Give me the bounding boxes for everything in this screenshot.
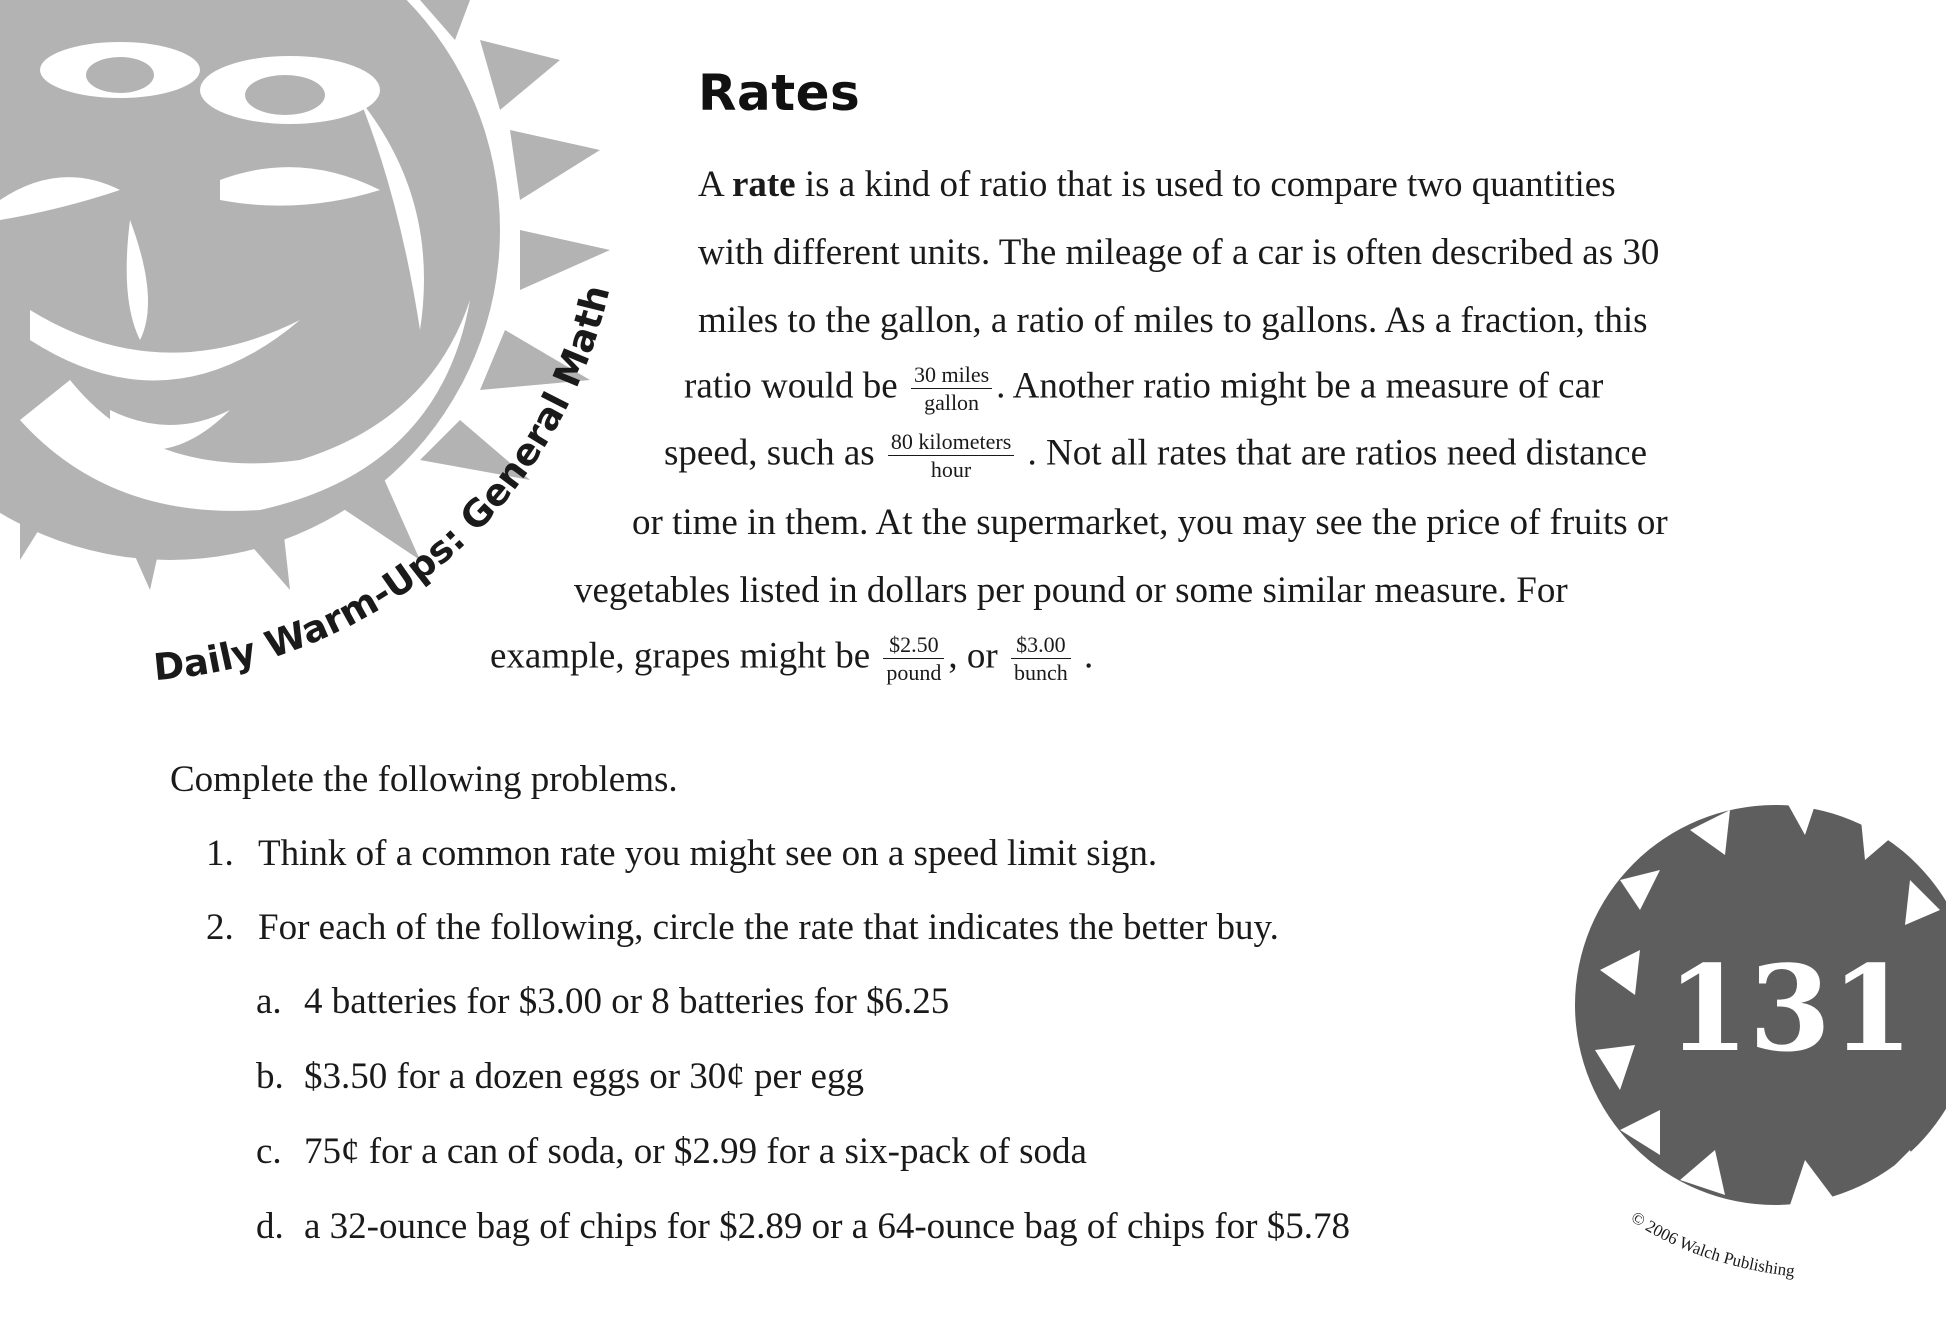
subproblem-text: 75¢ for a can of soda, or $2.99 for a six-pack of soda [304,1131,1087,1172]
page-number: 131 [1666,939,1914,1078]
problem-text: For each of the following, circle the rate that indicates the better buy. [258,907,1279,948]
intro-text: . Not all rates that are ratios need distance [1027,432,1648,474]
series-title: Daily Warm-Ups: General Math [151,280,619,690]
problem-number: 2. [206,907,234,948]
fraction-miles-per-gallon [911,362,992,416]
intro-text: ratio would be [684,365,898,407]
page-number-badge [1540,760,1946,1240]
svg-text:Daily Warm-Ups: General Math [152,281,619,689]
subproblem-text: 4 batteries for $3.00 or 8 batteries for $6.25 [304,981,950,1022]
fraction-numerator: 30 miles [911,362,992,389]
subproblem-letter: d. [256,1206,284,1247]
fraction-denominator: hour [930,457,972,483]
subproblem-text: $3.50 for a dozen eggs or 30¢ per egg [304,1056,864,1097]
fraction-numerator: 80 kilometers [888,429,1014,456]
intro-text: is a kind of ratio that is used to compare two quantities [795,164,1616,205]
intro-text: speed, such as [664,432,875,474]
fraction-denominator: pound [886,660,942,686]
page-title: Rates [698,64,861,122]
intro-text: , or [948,635,998,677]
problem-text: Think of a common rate you might see on a speed limit sign. [258,833,1158,874]
fraction-km-per-hour [888,429,1014,483]
problem-number: 1. [206,833,234,874]
subproblem-letter: b. [256,1056,284,1097]
fraction-price-per-bunch [1011,632,1071,686]
intro-line-2: with different units. The mileage of a car is often described as 30 [698,232,1660,273]
intro-line-3: miles to the gallon, a ratio of miles to gallons. As a fraction, this [698,300,1648,341]
subproblem-b [256,1055,864,1098]
intro-line-8 [490,632,1093,686]
instructions: Complete the following problems. [170,759,678,800]
term-rate: rate [731,164,796,205]
copyright: © 2006 Walch Publishing [1627,1207,1796,1281]
fraction-numerator: $3.00 [1011,632,1071,659]
subproblem-c [256,1130,1087,1173]
subproblem-letter: c. [256,1131,282,1172]
intro-line-1 [698,166,1616,203]
fraction-numerator: $2.50 [883,632,944,659]
intro-text: example, grapes might be [490,635,871,677]
intro-line-4 [684,362,1603,416]
fraction-denominator: bunch [1013,660,1068,686]
fraction-denominator: gallon [924,390,980,416]
subproblem-d [256,1205,1350,1248]
subproblem-a [256,980,949,1023]
intro-text: A [698,164,732,205]
intro-line-6: or time in them. At the supermarket, you may see the price of fruits or [632,502,1668,543]
problem-1 [206,832,1157,875]
intro-line-7: vegetables listed in dollars per pound or some similar measure. For [574,570,1568,611]
fraction-price-per-pound [883,632,944,686]
intro-text: . [1084,635,1094,677]
subproblem-letter: a. [256,981,282,1022]
copyright-arc [1600,1180,1946,1338]
svg-text:© 2006 Walch Publishing [1628,1207,1797,1280]
intro-line-5 [664,429,1647,483]
intro-text: . Another ratio might be a measure of car [996,365,1604,407]
subproblem-text: a 32-ounce bag of chips for $2.89 or a 64-ounce bag of chips for $5.78 [304,1206,1350,1247]
problem-2 [206,906,1279,949]
